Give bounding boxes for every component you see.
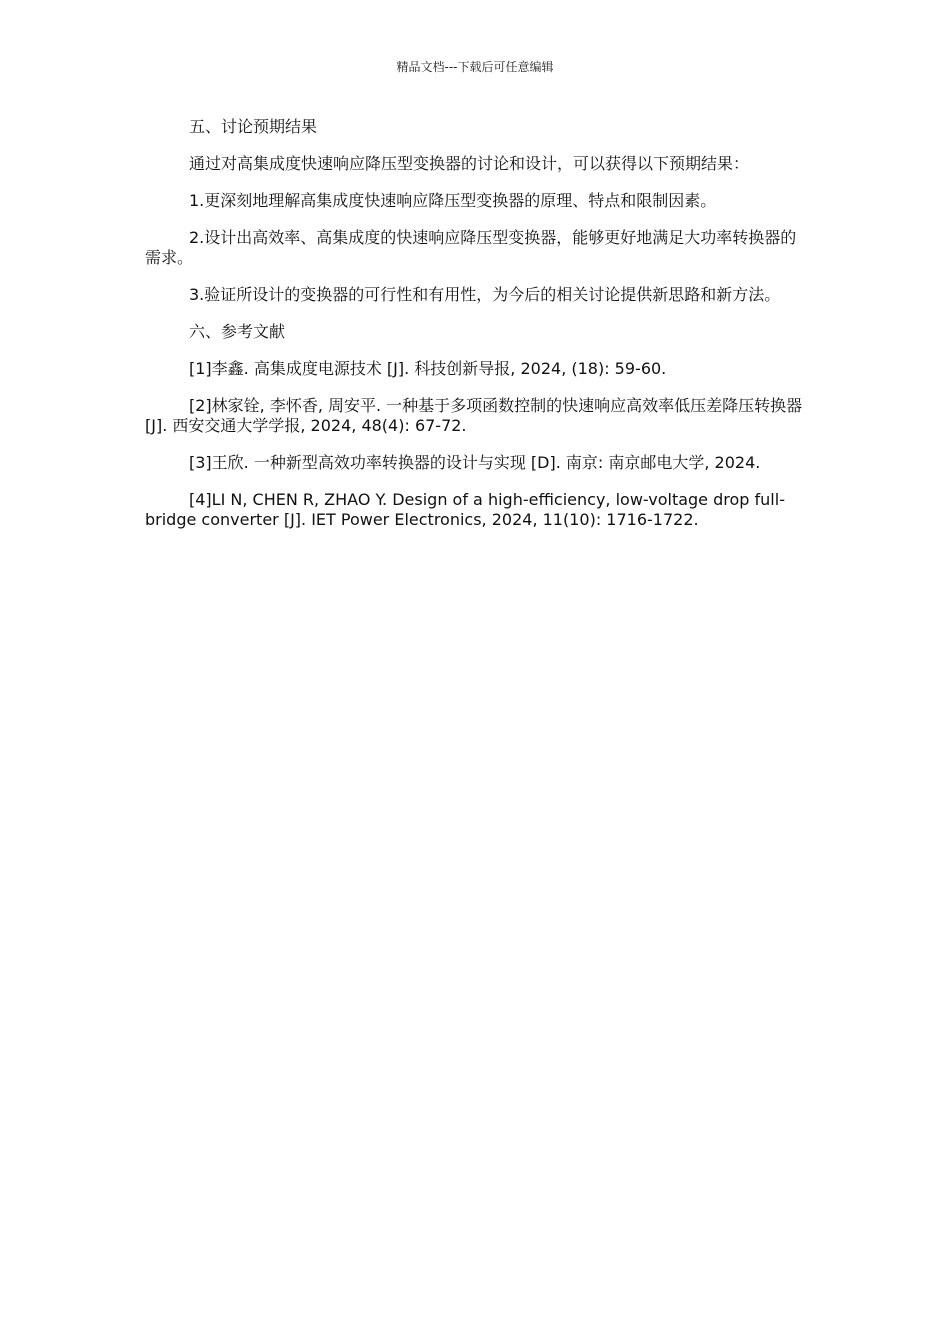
reference-item: [2]林家铨, 李怀香, 周安平. 一种基于多项函数控制的快速响应高效率低压差降压转换器 [J]. 西安交通大学学报, 2024, 48(4): 67-72. (145, 396, 803, 435)
reference-item: [3]王欣. 一种新型高效功率转换器的设计与实现 [D]. 南京: 南京邮电大学, 2024. (189, 453, 761, 472)
reference-item: [1]李鑫. 高集成度电源技术 [J]. 科技创新导报, 2024, (18): 59-60. (189, 359, 667, 378)
document-body (145, 117, 810, 547)
section-heading-expected-results: 五、讨论预期结果 (189, 117, 318, 136)
expected-result-item: 3.验证所设计的变换器的可行性和有用性，为今后的相关讨论提供新思路和新方法。 (189, 285, 781, 304)
reference-item: [4]LI N, CHEN R, ZHAO Y. Design of a high-efficiency, low-voltage drop full-bridge converter [J]. IET Power Electronics, 2024, 11(10): 1716-1722. (145, 490, 785, 529)
section-heading-references: 六、参考文献 (189, 322, 286, 341)
expected-result-item: 2.设计出高效率、高集成度的快速响应降压型变换器，能够更好地满足大功率转换器的需求。 (145, 228, 797, 267)
expected-result-item: 1.更深刻地理解高集成度快速响应降压型变换器的原理、特点和限制因素。 (189, 191, 717, 210)
expected-results-intro: 通过对高集成度快速响应降压型变换器的讨论和设计，可以获得以下预期结果： (189, 154, 750, 173)
page-header: 精品文档---下载后可任意编辑 (396, 60, 554, 74)
